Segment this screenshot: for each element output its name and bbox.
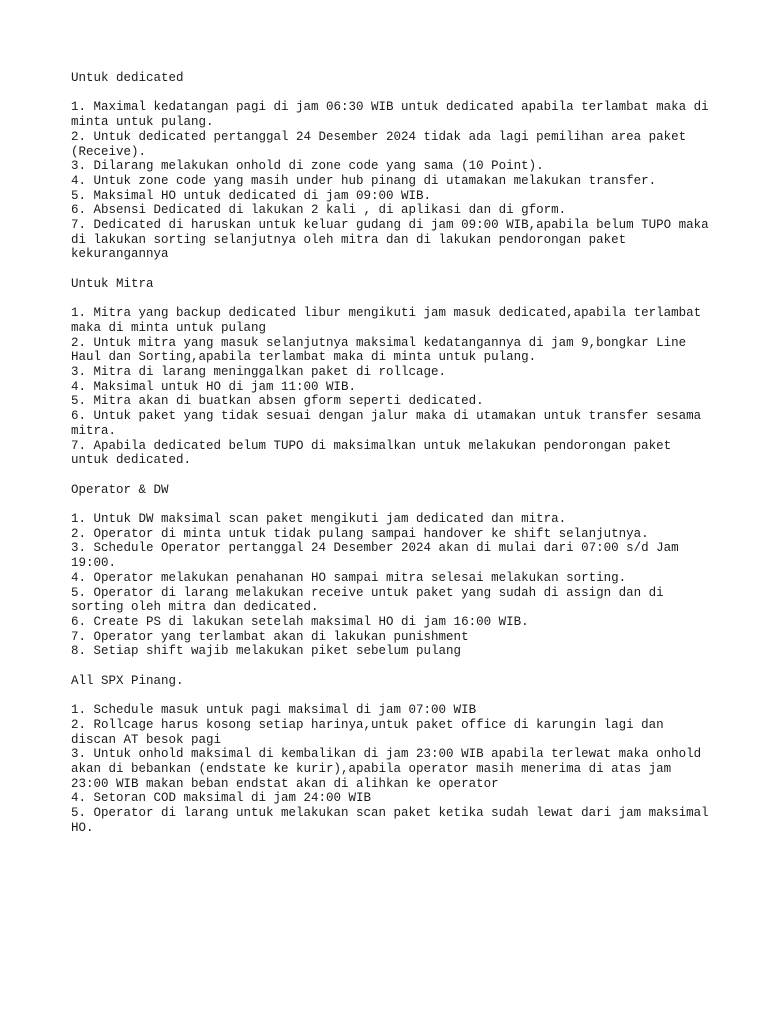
list-item: 3. Mitra di larang meninggalkan paket di rollcage.: [71, 365, 447, 380]
list-item: 8. Setiap shift wajib melakukan piket sebelum pulang: [71, 644, 462, 659]
section-untuk-dedicated: [71, 71, 717, 262]
section-heading: All SPX Pinang.: [71, 673, 184, 688]
list-item: 2. Rollcage harus kosong setiap harinya,untuk paket office di karungin lagi dan discan AT besok pagi: [71, 717, 672, 747]
list-item: 3. Untuk onhold maksimal di kembalikan di jam 23:00 WIB apabila terlewat maka onhold akan di bebankan (endstate ke kurir),apabila operator masih menerima di atas jam 23:00 WIB makan beban endstat akan di alihkan ke operator: [71, 747, 709, 791]
list-item: 1. Untuk DW maksimal scan paket mengikuti jam dedicated dan mitra.: [71, 512, 567, 527]
list-item: 4. Setoran COD maksimal di jam 24:00 WIB: [71, 791, 372, 806]
list-item: 4. Maksimal untuk HO di jam 11:00 WIB.: [71, 379, 357, 394]
rule-list: [71, 100, 717, 262]
list-item: 2. Untuk dedicated pertanggal 24 Desember 2024 tidak ada lagi pemilihan area paket (Receive).: [71, 129, 694, 159]
rule-list: [71, 306, 711, 468]
list-item: 7. Operator yang terlambat akan di lakukan punishment: [71, 629, 469, 644]
list-item: 3. Dilarang melakukan onhold di zone code yang sama (10 Point).: [71, 159, 544, 174]
list-item: 5. Maksimal HO untuk dedicated di jam 09:00 WIB.: [71, 188, 432, 203]
section-untuk-mitra: [71, 277, 711, 468]
section-operator-dw: [71, 483, 711, 659]
rule-list: [71, 703, 717, 835]
rule-list: [71, 512, 711, 659]
section-all-spx-pinang: [71, 673, 717, 836]
list-item: 1. Mitra yang backup dedicated libur mengikuti jam masuk dedicated,apabila terlambat maka di minta untuk pulang: [71, 306, 709, 335]
list-item: 1. Schedule masuk untuk pagi maksimal di jam 07:00 WIB: [71, 703, 477, 718]
list-item: 5. Operator di larang untuk melakukan scan paket ketika sudah lewat dari jam maksimal HO.: [71, 806, 717, 835]
list-item: 5. Mitra akan di buatkan absen gform seperti dedicated.: [71, 394, 484, 409]
list-item: 4. Operator melakukan penahanan HO sampai mitra selesai melakukan sorting.: [71, 570, 627, 585]
list-item: 5. Operator di larang melakukan receive untuk paket yang sudah di assign dan di sorting oleh mitra dan dedicated.: [71, 585, 672, 615]
list-item: 6. Untuk paket yang tidak sesuai dengan jalur maka di utamakan untuk transfer sesama mitra.: [71, 409, 709, 438]
section-heading: Untuk Mitra: [71, 276, 154, 291]
list-item: 2. Operator di minta untuk tidak pulang sampai handover ke shift selanjutnya.: [71, 526, 649, 541]
list-item: 4. Untuk zone code yang masih under hub pinang di utamakan melakukan transfer.: [71, 173, 657, 188]
list-item: 1. Maximal kedatangan pagi di jam 06:30 WIB untuk dedicated apabila terlambat maka di minta untuk pulang.: [71, 100, 717, 130]
document-page: [71, 71, 717, 850]
list-item: 2. Untuk mitra yang masuk selanjutnya maksimal kedatangannya di jam 9,bongkar Line Haul dan Sorting,apabila terlambat maka di minta untuk pulang.: [71, 335, 694, 365]
list-item: 7. Dedicated di haruskan untuk keluar gudang di jam 09:00 WIB,apabila belum TUPO maka di lakukan sorting selanjutnya oleh mitra dan di lakukan pendorongan paket kekurangannya: [71, 218, 717, 262]
list-item: 6. Absensi Dedicated di lakukan 2 kali , di aplikasi dan di gform.: [71, 203, 567, 218]
section-heading: Untuk dedicated: [71, 71, 184, 85]
list-item: 7. Apabila dedicated belum TUPO di maksimalkan untuk melakukan pendorongan paket untuk dedicated.: [71, 438, 679, 468]
list-item: 3. Schedule Operator pertanggal 24 Desember 2024 akan di mulai dari 07:00 s/d Jam 19:00.: [71, 541, 687, 571]
section-heading: Operator & DW: [71, 482, 169, 497]
list-item: 6. Create PS di lakukan setelah maksimal HO di jam 16:00 WIB.: [71, 614, 529, 629]
